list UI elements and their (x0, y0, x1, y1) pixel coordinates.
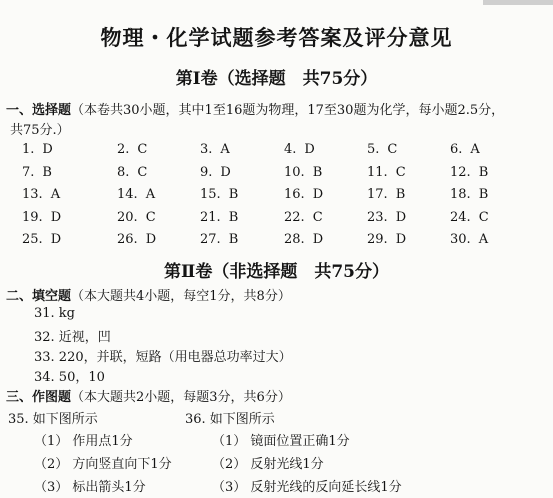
question-number: 16. (284, 187, 305, 202)
section1-desc-cont: 共75分.） (10, 123, 70, 138)
q36-label: 36. 如下图所示 (185, 412, 275, 427)
answer-letter: C (387, 142, 398, 157)
question-number: 4. (284, 142, 297, 157)
question-number: 15. (200, 187, 221, 202)
question-number: 28. (284, 232, 305, 247)
answer-letter: A (470, 142, 480, 157)
fill-answer-31: 31. kg (34, 306, 76, 321)
fill-answer-32: 32. 近视，凹 (34, 330, 111, 345)
q36-item-1: （1） 镜面位置正确1分 (212, 434, 350, 449)
mcq-answer (117, 232, 156, 247)
mcq-answer (117, 187, 155, 202)
question-number: 7. (22, 164, 35, 180)
question-number: 27. (200, 232, 221, 247)
question-number: 9. (200, 164, 213, 180)
mcq-row (22, 142, 522, 165)
mcq-row (22, 165, 522, 188)
mcq-answer (22, 210, 61, 225)
mcq-answer (450, 142, 480, 157)
answer-letter: A (50, 187, 61, 202)
answer-letter: B (228, 232, 239, 247)
answer-letter: D (304, 142, 315, 157)
question-number: 25. (22, 232, 43, 247)
answer-letter: D (395, 209, 407, 225)
mcq-answer (117, 142, 147, 157)
mcq-answer (284, 165, 322, 180)
q35-label: 35. 如下图所示 (8, 412, 98, 427)
question-number: 14. (117, 187, 138, 202)
answer-letter: A (478, 232, 489, 247)
answer-letter: D (50, 209, 62, 225)
answer-letter: D (220, 164, 231, 180)
section1-header (6, 99, 504, 118)
mcq-answer (450, 232, 488, 247)
mcq-answer (200, 187, 238, 202)
section2-title: 二、填空题 (6, 289, 72, 304)
question-number: 19. (22, 209, 43, 225)
mcq-answer (450, 187, 488, 202)
question-number: 13. (22, 187, 43, 202)
mcq-answer (200, 165, 231, 180)
answer-letter: D (42, 142, 53, 157)
question-number: 6. (450, 142, 463, 157)
section1-desc: （本卷共30小题，其中1至16题为物理，17至30题为化学，每小题2.5分， (71, 103, 505, 118)
answer-letter: D (145, 232, 157, 247)
answer-letter: A (145, 187, 156, 202)
mcq-answer (22, 187, 60, 202)
section1-title: 一、选择题 (6, 103, 72, 118)
answer-letter: C (137, 164, 148, 180)
mcq-answer (22, 165, 52, 180)
answer-letter: C (137, 142, 148, 157)
question-number: 22. (284, 209, 305, 225)
mcq-answer (284, 142, 315, 157)
mcq-row (22, 187, 522, 210)
answer-letter: B (478, 164, 489, 180)
question-number: 20. (117, 209, 138, 225)
section2-header (6, 285, 291, 304)
answer-letter: A (220, 142, 230, 157)
mcq-answer (450, 165, 488, 180)
question-number: 26. (117, 232, 138, 247)
mcq-answer (284, 232, 323, 247)
answer-letter: C (312, 209, 323, 225)
answer-letter: B (228, 187, 239, 202)
mcq-answer (284, 210, 323, 225)
mcq-answer (450, 210, 489, 225)
question-number: 12. (450, 164, 471, 180)
answer-letter: B (228, 209, 239, 225)
q36-item-3: （3） 反射光线的反向延长线1分 (212, 480, 402, 495)
answer-letter: C (478, 209, 489, 225)
mcq-answer-grid (22, 142, 522, 255)
section3-desc: （本大题共2小题，每题3分，共6分） (71, 390, 291, 405)
q36-item-2: （2） 反射光线1分 (212, 457, 324, 472)
mcq-answer (117, 165, 147, 180)
question-number: 3. (200, 142, 213, 157)
part1-heading: 第Ⅰ卷（选择题 共75分） (175, 69, 378, 89)
q35-item-2: （2） 方向竖直向下1分 (34, 457, 172, 472)
question-number: 11. (367, 164, 388, 180)
section2-desc: （本大题共4小题，每空1分，共8分） (71, 289, 291, 304)
question-number: 21. (200, 209, 221, 225)
mcq-answer (117, 210, 156, 225)
mcq-answer (367, 232, 406, 247)
answer-letter: D (312, 187, 324, 202)
answer-letter: B (312, 164, 323, 180)
answer-letter: C (395, 164, 406, 180)
mcq-answer (367, 187, 405, 202)
question-number: 10. (284, 164, 305, 180)
mcq-answer (200, 210, 238, 225)
question-number: 17. (367, 187, 388, 202)
section3-title: 三、作图题 (6, 390, 72, 405)
question-number: 1. (22, 142, 35, 157)
answer-letter: C (145, 209, 156, 225)
answer-letter: D (395, 232, 407, 247)
mcq-answer (200, 142, 230, 157)
mcq-answer (367, 165, 406, 180)
question-number: 30. (450, 232, 471, 247)
fill-answer-33: 33. 220，并联，短路（用电器总功率过大） (34, 350, 292, 365)
scan-edge-mark (483, 0, 553, 5)
mcq-row (22, 210, 522, 233)
q35-item-3: （3） 标出箭头1分 (34, 480, 146, 495)
mcq-answer (367, 210, 406, 225)
question-number: 5. (367, 142, 380, 157)
section3-header (6, 386, 291, 405)
part2-heading: 第Ⅱ卷（非选择题 共75分） (164, 262, 389, 282)
question-number: 24. (450, 209, 471, 225)
page-title: 物理・化学试题参考答案及评分意见 (100, 25, 453, 50)
answer-letter: D (312, 232, 324, 247)
mcq-answer (22, 232, 61, 247)
question-number: 23. (367, 209, 388, 225)
answer-letter: D (50, 232, 62, 247)
mcq-row (22, 232, 522, 255)
question-number: 2. (117, 142, 130, 157)
answer-letter: B (478, 187, 489, 202)
answer-letter: B (42, 164, 52, 180)
mcq-answer (22, 142, 53, 157)
mcq-answer (284, 187, 323, 202)
answer-letter: B (395, 187, 406, 202)
mcq-answer (200, 232, 238, 247)
question-number: 8. (117, 164, 130, 180)
question-number: 29. (367, 232, 388, 247)
mcq-answer (367, 142, 397, 157)
q35-item-1: （1） 作用点1分 (34, 434, 133, 449)
fill-answer-34: 34. 50，10 (34, 370, 105, 385)
question-number: 18. (450, 187, 471, 202)
